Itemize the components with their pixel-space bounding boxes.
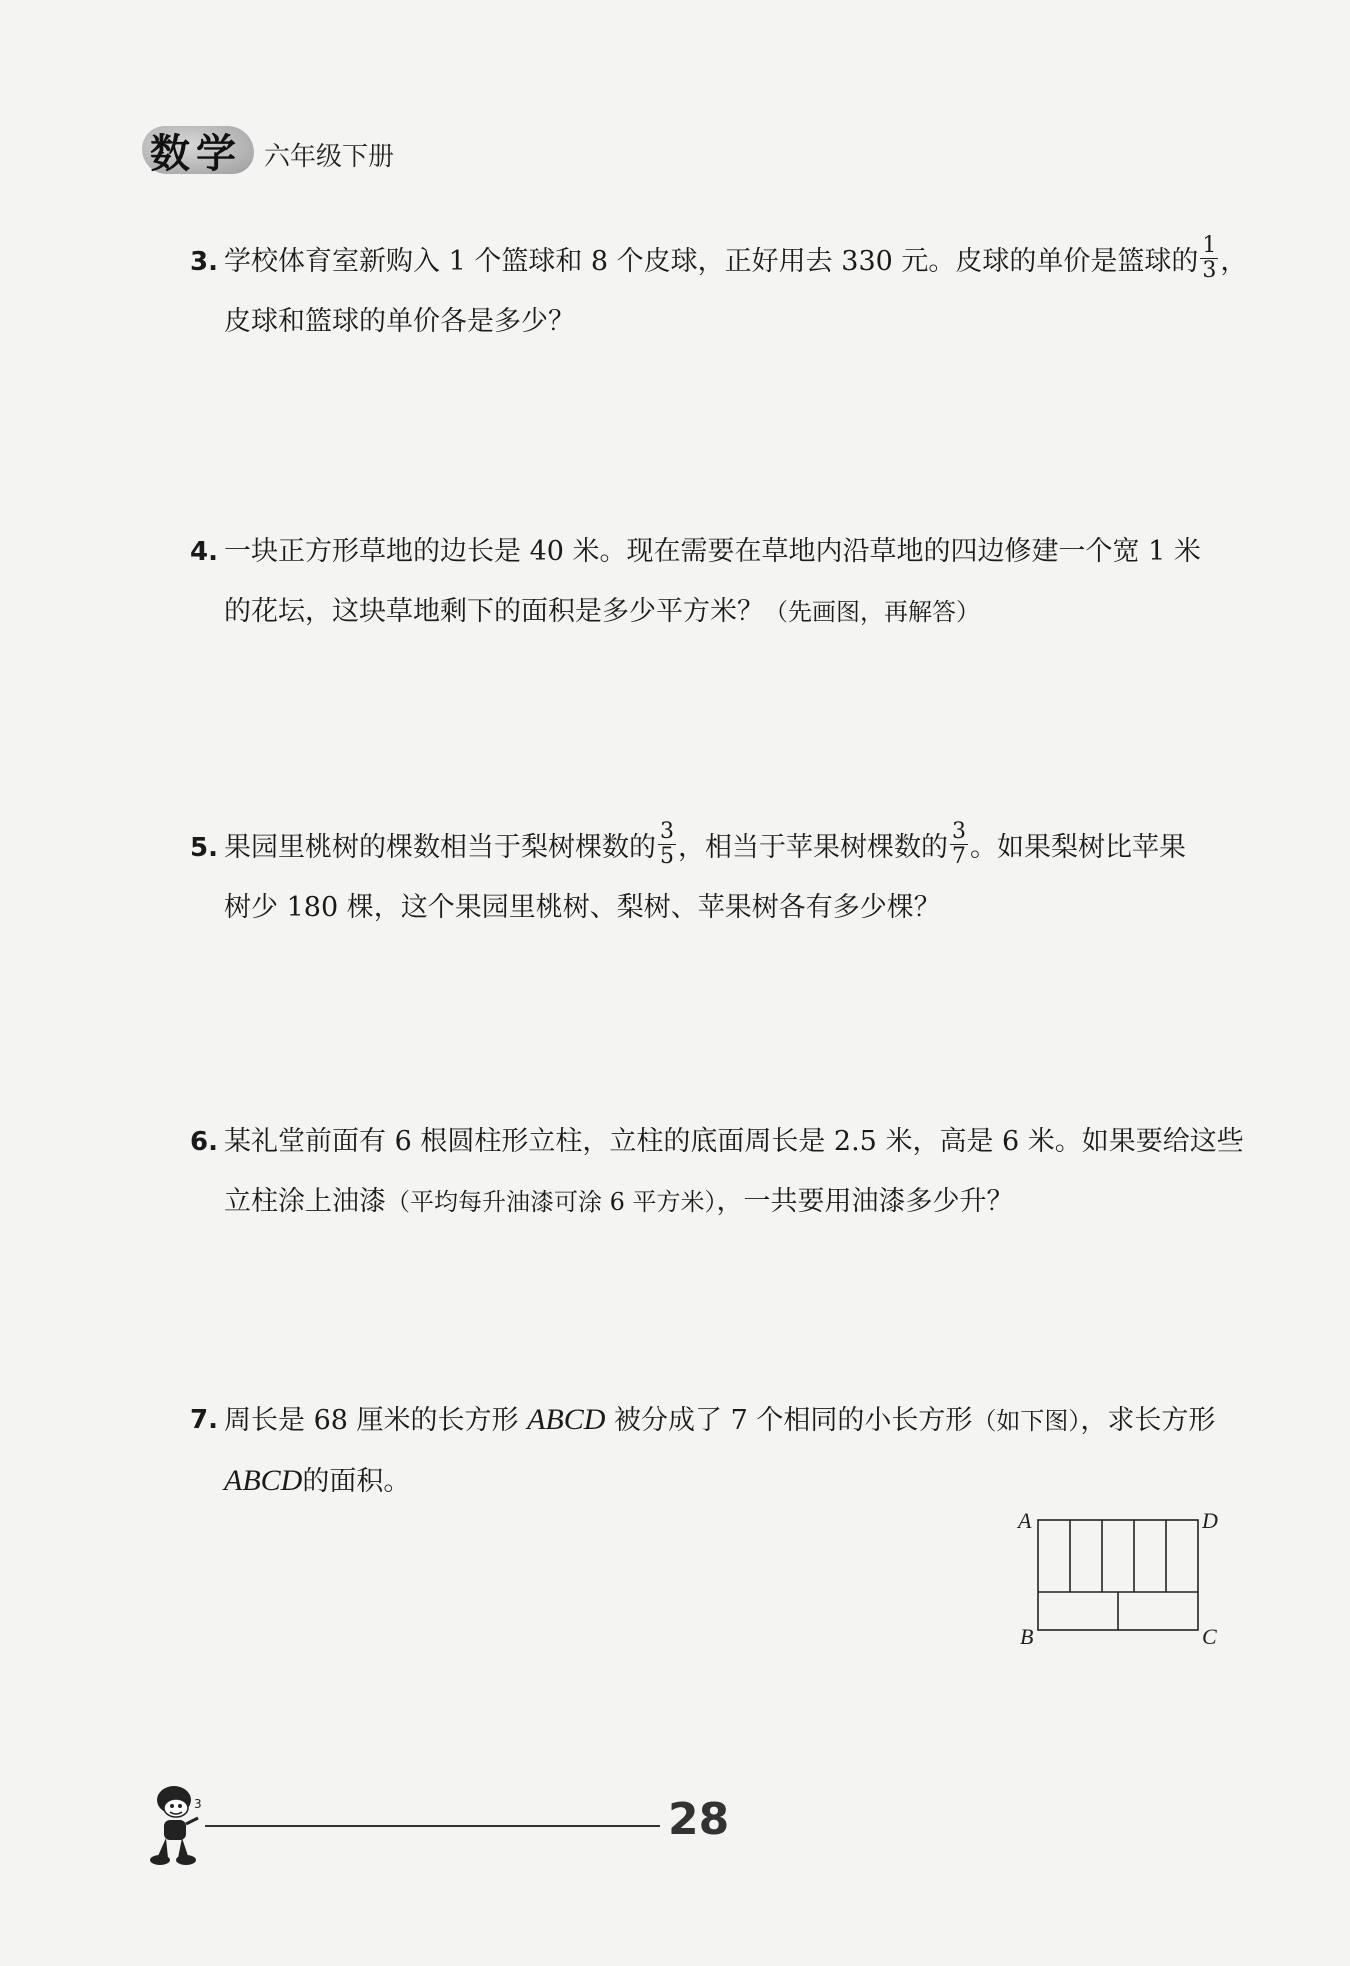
problem-number: 7. bbox=[190, 1405, 218, 1435]
label-b: B bbox=[1020, 1624, 1034, 1649]
problem-text: 的花坛，这块草地剩下的面积是多少平方米？ bbox=[224, 596, 764, 627]
numerator: 3 bbox=[952, 819, 966, 844]
svg-text:3: 3 bbox=[194, 1797, 202, 1811]
problem-text: 皮球和篮球的单价各是多少？ bbox=[224, 306, 575, 337]
problem-text: 果园里桃树的棵数相当于梨树棵数的 bbox=[224, 832, 656, 863]
problem-3 bbox=[190, 232, 1248, 352]
problem-5 bbox=[190, 818, 1220, 938]
problem-text: 一块正方形草地的边长是 40 米。现在需要在草地内沿草地的四边修建一个宽 1 米 bbox=[224, 536, 1201, 567]
subject-badge bbox=[142, 118, 254, 180]
denominator: 3 bbox=[1202, 258, 1217, 283]
grade-label: 六年级下册 bbox=[264, 142, 395, 172]
problem-4 bbox=[190, 522, 1220, 642]
problem-line bbox=[190, 292, 1220, 352]
problem-line bbox=[190, 232, 1248, 292]
page-number: 28 bbox=[668, 1794, 730, 1845]
problem-6 bbox=[190, 1112, 1244, 1232]
problem-text: 的面积。 bbox=[302, 1466, 411, 1497]
footer-rule bbox=[205, 1825, 660, 1827]
problem-text: 树少 180 棵，这个果园里桃树、梨树、苹果树各有多少棵？ bbox=[224, 892, 941, 923]
denominator: 7 bbox=[952, 844, 966, 869]
problem-line bbox=[190, 522, 1220, 582]
problem-number: 5. bbox=[190, 833, 218, 863]
problem-note: （平均每升油漆可涂 6 平方米） bbox=[386, 1188, 717, 1216]
label-d: D bbox=[1202, 1508, 1218, 1533]
problem-line bbox=[190, 878, 1220, 938]
rectangle-abcd-figure bbox=[1010, 1504, 1230, 1654]
numerator: 3 bbox=[660, 819, 674, 844]
problem-number: 4. bbox=[190, 537, 218, 567]
problem-text: ，求长方形 bbox=[1080, 1405, 1216, 1436]
problem-text: 被分成了 7 个相同的小长方形 bbox=[605, 1405, 973, 1436]
rectangle-name: ABCD bbox=[224, 1464, 303, 1497]
mascot-icon bbox=[140, 1778, 210, 1868]
problem-line bbox=[190, 1172, 1220, 1232]
problem-text: ，相当于苹果树棵数的 bbox=[678, 832, 948, 863]
problem-text: ， bbox=[1220, 246, 1248, 277]
problem-line bbox=[190, 582, 1220, 642]
problem-number: 3. bbox=[190, 247, 218, 277]
problem-text: 。如果梨树比苹果 bbox=[970, 832, 1186, 863]
fraction bbox=[1200, 234, 1218, 283]
label-c: C bbox=[1202, 1624, 1217, 1649]
problem-text: ，一共要用油漆多少升？ bbox=[716, 1186, 1014, 1217]
fraction bbox=[658, 820, 676, 869]
problem-line bbox=[190, 1112, 1244, 1172]
problem-line bbox=[190, 818, 1220, 878]
denominator: 5 bbox=[660, 844, 674, 869]
problem-text: 学校体育室新购入 1 个篮球和 8 个皮球，正好用去 330 元。皮球的单价是篮球的 bbox=[224, 246, 1199, 277]
problem-text: 周长是 68 厘米的长方形 bbox=[224, 1405, 528, 1436]
label-a: A bbox=[1018, 1508, 1032, 1533]
numerator: 1 bbox=[1202, 233, 1217, 258]
fraction bbox=[950, 820, 968, 869]
problem-number: 6. bbox=[190, 1127, 218, 1157]
problem-note: （先画图，再解答） bbox=[764, 598, 980, 626]
problem-text: 立柱涂上油漆 bbox=[224, 1186, 386, 1217]
problem-line bbox=[190, 1390, 1220, 1451]
subject-title: 数学 bbox=[150, 131, 242, 177]
rectangle-name: ABCD bbox=[527, 1403, 606, 1436]
problem-text: 某礼堂前面有 6 根圆柱形立柱，立柱的底面周长是 2.5 米，高是 6 米。如果要给这些 bbox=[224, 1126, 1244, 1157]
problem-line bbox=[190, 1451, 1220, 1512]
problem-7 bbox=[190, 1390, 1220, 1512]
problem-note: （如下图） bbox=[972, 1407, 1081, 1435]
